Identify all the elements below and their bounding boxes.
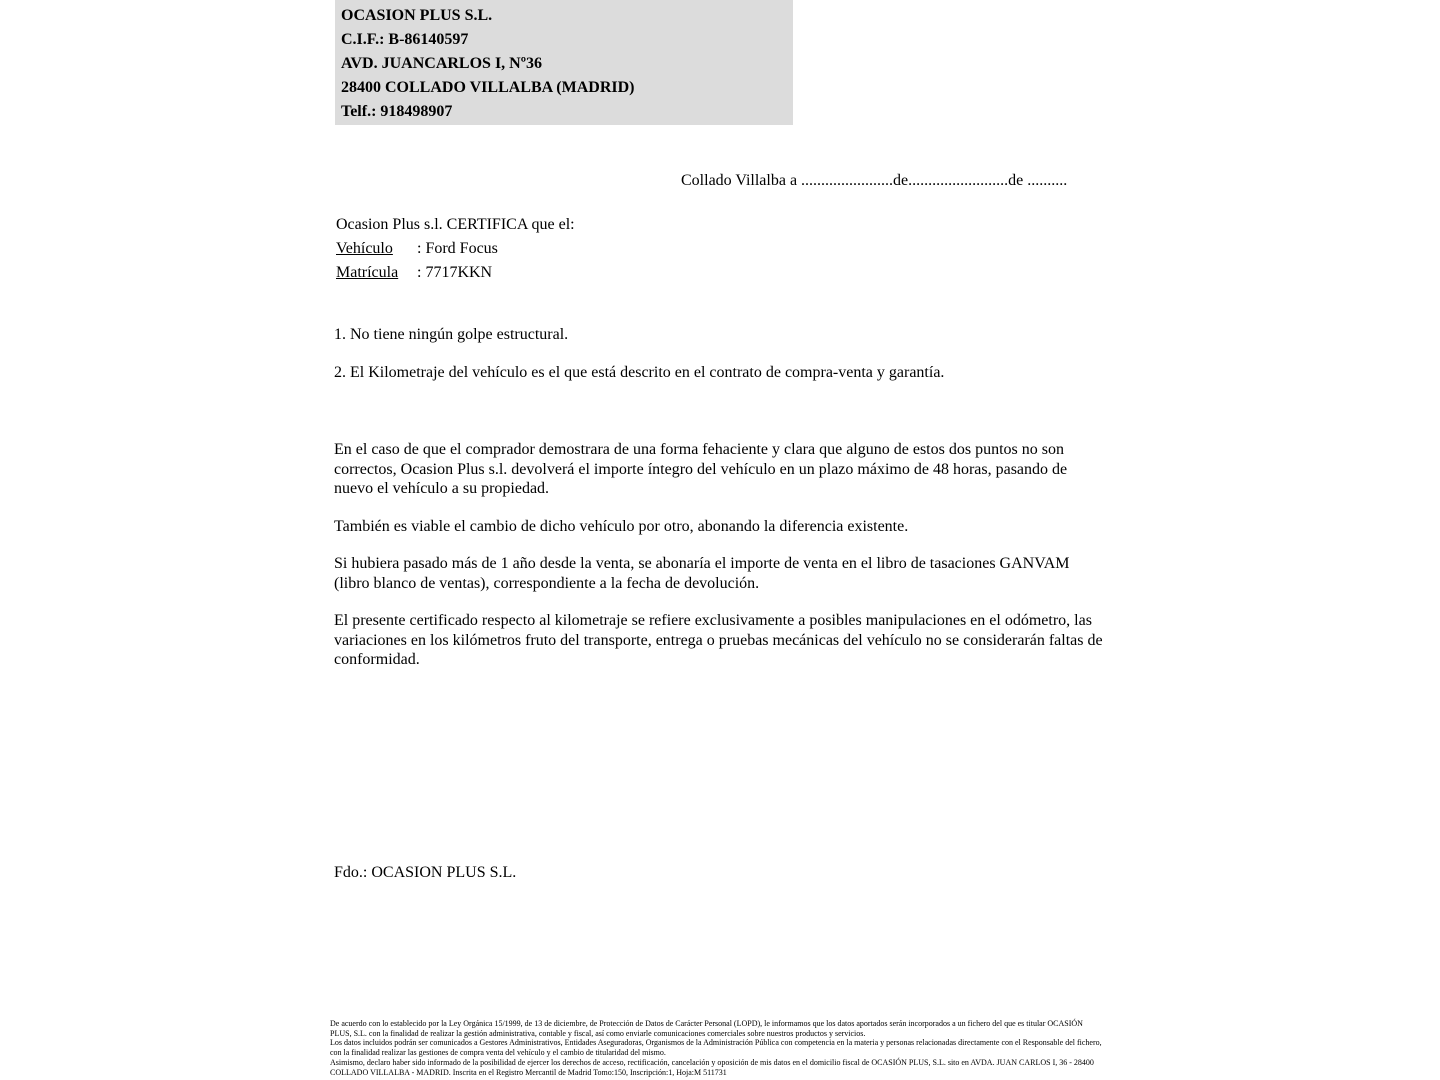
paragraph-odometer: El presente certificado respecto al kilometraje se refiere exclusivamente a posibles manipulaciones en el odómetro, las variaciones en los kilómetros fruto del transporte, entrega o pruebas mecánicas del vehículo no se considerarán faltas de conformidad. [334, 612, 1103, 668]
plate-label: Matrícula [336, 264, 399, 281]
vehicle-label: Vehículo [336, 240, 393, 257]
point-2: 2. El Kilometraje del vehículo es el que está descrito en el contrato de compra-venta y garantía. [334, 364, 945, 381]
legal-footer [330, 1019, 1102, 1077]
body-paragraphs [334, 440, 1106, 688]
signature-line: Fdo.: OCASION PLUS S.L. [334, 864, 517, 881]
footer-paragraph-rights: Asimismo, declaro haber sido informado de la posibilidad de ejercer los derechos de acceso, rectificación, cancelación y oposición de mis datos en el domicilio fiscal de OCASIÓN PLUS, S.L. sito en AVDA. JUAN CARLOS I, 36 - 28400 COLLADO VILLALBA - MADRID. Inscrita en el Registro Mercantil de Madrid Tomo:150, Inscripción:1, Hoja:M 511731 [330, 1057, 1094, 1077]
paragraph-guarantee: En el caso de que el comprador demostrara de una forma fehaciente y clara que alguno de estos dos puntos no son correctos, Ocasion Plus s.l. devolverá el importe íntegro del vehículo en un plazo máximo de 48 horas, pasando de nuevo el vehículo a su propiedad. [334, 441, 1068, 497]
vehicle-label-wrap [336, 237, 417, 261]
company-header-box [335, 0, 793, 125]
point-1: 1. No tiene ningún golpe estructural. [334, 326, 569, 343]
company-city: 28400 COLLADO VILLALBA (MADRID) [341, 79, 635, 96]
company-name: OCASION PLUS S.L. [341, 7, 493, 24]
plate-label-wrap [336, 261, 417, 285]
date-line: Collado Villalba a .......................de.........................de .......... [681, 172, 1068, 189]
footer-paragraph-data-sharing: Los datos incluidos podrán ser comunicados a Gestores Administrativos, Entidades Aseguradoras, Organismos de la Administración Pública con competencia en la materia y personas relacionadas directamente con el Responsable del fichero, con la finalidad realizar las gestiones de compra venta del vehículo y el cambio de titularidad del mismo. [330, 1038, 1102, 1058]
company-address: AVD. JUANCARLOS I, Nº36 [341, 55, 543, 72]
company-phone: Telf.: 918498907 [341, 103, 453, 120]
certify-block [336, 213, 575, 285]
plate-value: : 7717KKN [417, 264, 493, 281]
vehicle-value: : Ford Focus [417, 240, 498, 257]
plate-row [336, 261, 575, 285]
certify-intro: Ocasion Plus s.l. CERTIFICA que el: [336, 216, 575, 233]
paragraph-ganvam: Si hubiera pasado más de 1 año desde la venta, se abonaría el importe de venta en el libro de tasaciones GANVAM (libro blanco de ventas), correspondiente a la fecha de devolución. [334, 555, 1070, 592]
paragraph-exchange: También es viable el cambio de dicho vehículo por otro, abonando la diferencia existente. [334, 517, 909, 535]
footer-paragraph-lopd: De acuerdo con lo establecido por la Ley Orgánica 15/1999, de 13 de diciembre, de Protección de Datos de Carácter Personal (LOPD), le informamos que los datos aportados serán incorporados a un fichero del que es titular OCASIÓN PLUS, S.L. con la finalidad de realizar la gestión administrativa, contable y fiscal, así como enviarle comunicaciones comerciales sobre nuestros productos y servicios. [330, 1019, 1083, 1038]
vehicle-row [336, 237, 575, 261]
company-cif: C.I.F.: B-86140597 [341, 31, 469, 48]
